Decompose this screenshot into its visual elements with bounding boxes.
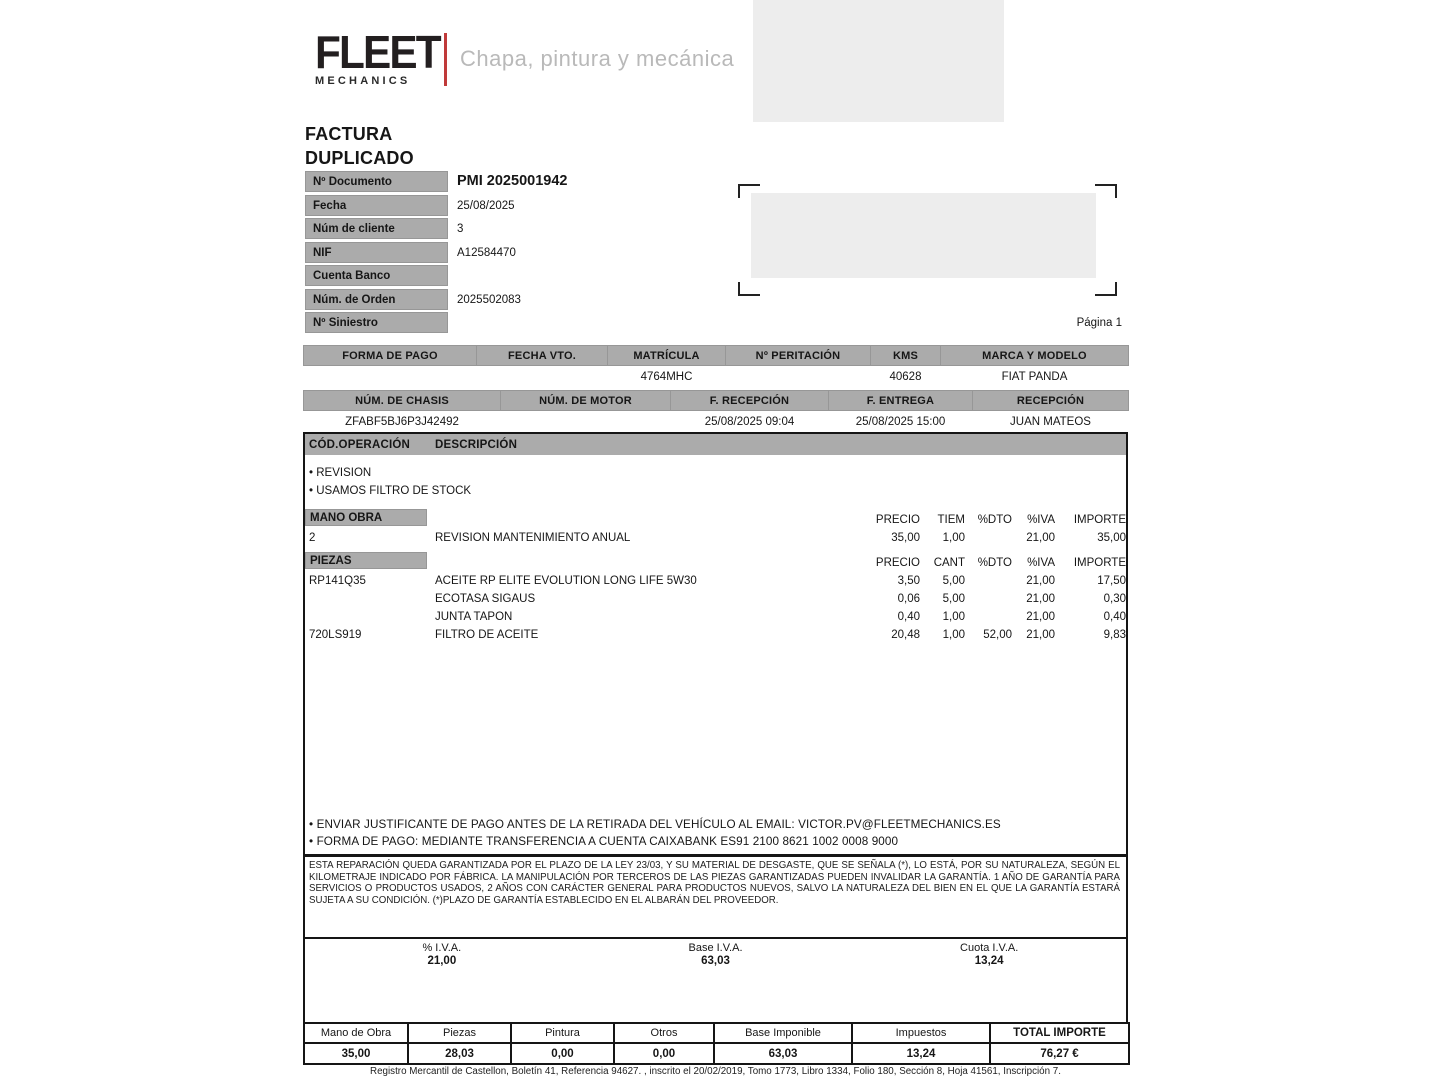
matricula-value: 4764MHC xyxy=(640,371,693,384)
items-table xyxy=(305,506,1126,641)
line-items-box xyxy=(303,432,1128,937)
brand-logo-sub: MECHANICS xyxy=(315,75,411,87)
col-header-descripcion: DESCRIPCIÓN xyxy=(435,438,518,451)
payment-value-row xyxy=(304,366,1129,389)
corner-mark-icon xyxy=(738,282,760,296)
total-impuestos-value: 13,24 xyxy=(852,1043,990,1064)
col-header-chasis: NÚM. DE CHASIS xyxy=(304,391,501,411)
col-header-kms: KMS xyxy=(871,346,941,366)
note-text: FORMA DE PAGO: MEDIANTE TRANSFERENCIA A CUENTA CAIXABANK ES91 2100 8621 1002 0008 9000 xyxy=(316,835,899,849)
item-importe: 0,30 xyxy=(1103,593,1126,605)
chasis-value: ZFABF5BJ6P3J42492 xyxy=(345,416,459,429)
vehicle-value-row xyxy=(304,411,1129,434)
info-value: 25/08/2025 xyxy=(457,199,515,212)
info-label: Núm. de Orden xyxy=(305,289,448,310)
info-label: NIF xyxy=(305,242,448,263)
item-dto xyxy=(965,526,1012,544)
entrega-value: 25/08/2025 15:00 xyxy=(855,416,946,429)
motor-value xyxy=(501,411,671,434)
item-iva: 21,00 xyxy=(1026,575,1055,587)
payment-header-row xyxy=(304,346,1129,366)
vehicle-header-row xyxy=(304,391,1129,411)
col-header-matricula: MATRÍCULA xyxy=(608,346,726,366)
warranty-legal-text: ESTA REPARACIÓN QUEDA GARANTIZADA POR EL PLAZO DE LA LEY 23/03, Y SU MATERIAL DE DESGASTE, QUE SE SEÑALA (*), LO ESTÁ, POR SU NATURALEZA, SEGÚN EL KILOMETRAJE INDICADO POR FÁBRICA. LA MANIPULACIÓN POR TERCEROS DE LAS PIEZAS GARANTIZADAS PUEDEN INVALIDAR LA GARANTÍA. 1 AÑO DE GARANTÍA PARA SERVICIOS O PRODUCTOS USADOS, 2 AÑOS CON CARÁCTER GENERAL PARA PRODUCTOS NUEVOS, SALVO LA NATURALEZA DEL BIEN EN EL QUE LA GARANTÍA ESTARÁ SUJETA A SU CONDICIÓN. (*)PLAZO DE GARANTÍA ESTABLECIDO EN EL ALBARÁN DEL PROVEEDOR. xyxy=(309,859,1120,907)
items-empty-space xyxy=(305,641,1126,816)
labor-col-iva: %IVA xyxy=(1027,514,1055,526)
item-qty: 5,00 xyxy=(942,575,965,587)
item-importe: 17,50 xyxy=(1097,575,1126,587)
document-title-line1: FACTURA xyxy=(305,124,393,144)
page-number: Página 1 xyxy=(1076,317,1122,329)
totals-table xyxy=(303,1022,1130,1065)
item-code xyxy=(305,605,435,623)
item-iva: 21,00 xyxy=(1026,532,1055,544)
labor-row xyxy=(305,526,1126,544)
item-dto xyxy=(965,605,1012,623)
bullet-icon: • xyxy=(309,835,314,849)
labor-section-row xyxy=(305,506,1126,526)
redacted-box-top xyxy=(753,0,1004,122)
item-iva: 21,00 xyxy=(1026,611,1055,623)
item-description: ECOTASA SIGAUS xyxy=(435,593,536,605)
iva-percent-cell xyxy=(305,939,579,1022)
item-precio: 20,48 xyxy=(891,629,920,641)
bullet-icon: • xyxy=(309,485,314,497)
item-description: JUNTA TAPON xyxy=(435,611,513,623)
recepcion-value: JUAN MATEOS xyxy=(1010,416,1091,429)
bullet-icon: • xyxy=(309,817,314,831)
parts-section-row xyxy=(305,544,1126,569)
info-row-nif xyxy=(305,242,735,263)
item-precio: 0,40 xyxy=(897,611,920,623)
item-code xyxy=(305,587,435,605)
item-precio: 35,00 xyxy=(891,532,920,544)
info-label: Núm de cliente xyxy=(305,218,448,239)
iva-summary-box xyxy=(303,937,1128,1022)
info-value xyxy=(448,265,457,286)
bullet-item xyxy=(309,482,1126,500)
col-header-marca-modelo: MARCA Y MODELO xyxy=(941,346,1129,366)
iva-base-value: 63,03 xyxy=(701,955,730,967)
info-label: Cuenta Banco xyxy=(305,265,448,286)
info-label: Nº Siniestro xyxy=(305,312,448,333)
vehicle-info-table xyxy=(303,390,1129,434)
marca-modelo-value: FIAT PANDA xyxy=(1001,371,1068,384)
item-dto: 52,00 xyxy=(983,629,1012,641)
payment-info-table xyxy=(303,345,1129,389)
bullet-item xyxy=(309,464,1126,482)
labor-col-importe: IMPORTE xyxy=(1073,514,1126,526)
item-code: RP141Q35 xyxy=(309,575,366,587)
parts-col-dto: %DTO xyxy=(977,557,1012,569)
operation-bullets xyxy=(305,464,1126,500)
col-header-entrega: F. ENTREGA xyxy=(829,391,973,411)
item-code: 2 xyxy=(309,532,316,544)
peritacion-value xyxy=(726,366,871,389)
parts-col-importe: IMPORTE xyxy=(1073,557,1126,569)
corner-mark-icon xyxy=(1095,184,1117,198)
info-value xyxy=(448,312,457,333)
info-value: 2025502083 xyxy=(457,293,521,306)
registry-footer: Registro Mercantil de Castellon, Boletín 41, Referencia 94627. , inscrito el 20/02/2019, Tomo 1773, Libro 1334, Folio 180, Sección 8, Hoja 41561, Inscripción 7. xyxy=(370,1066,1061,1077)
bullet-text: REVISION xyxy=(316,467,372,479)
col-header-cod-operacion: CÓD.OPERACIÓN xyxy=(309,438,410,451)
total-otros-value: 0,00 xyxy=(614,1043,714,1064)
item-description: REVISION MANTENIMIENTO ANUAL xyxy=(435,532,631,544)
total-importe-value: 76,27 € xyxy=(990,1043,1129,1064)
total-col-total-importe: TOTAL IMPORTE xyxy=(990,1023,1129,1043)
info-row-cliente xyxy=(305,218,735,239)
labor-col-tiem: TIEM xyxy=(937,514,965,526)
document-number: PMI 2025001942 xyxy=(457,173,568,189)
item-importe: 35,00 xyxy=(1097,532,1126,544)
total-base-imponible-value: 63,03 xyxy=(714,1043,852,1064)
item-code: 720LS919 xyxy=(309,629,362,641)
total-piezas-value: 28,03 xyxy=(408,1043,511,1064)
info-row-orden xyxy=(305,289,735,310)
item-iva: 21,00 xyxy=(1026,593,1055,605)
item-precio: 0,06 xyxy=(897,593,920,605)
brand-logo xyxy=(315,26,440,87)
iva-cuota-cell xyxy=(852,939,1126,1022)
iva-percent-label: % I.V.A. xyxy=(422,942,462,954)
parts-section-label: PIEZAS xyxy=(305,552,427,569)
parts-col-precio: PRECIO xyxy=(875,557,920,569)
item-precio: 3,50 xyxy=(897,575,920,587)
info-row-fecha xyxy=(305,195,735,216)
info-value: A12584470 xyxy=(457,246,516,259)
total-col-impuestos: Impuestos xyxy=(852,1023,990,1043)
items-header-bar xyxy=(305,434,1126,455)
labor-col-precio: PRECIO xyxy=(875,514,920,526)
kms-value: 40628 xyxy=(889,371,922,384)
corner-mark-icon xyxy=(1095,282,1117,296)
item-qty: 1,00 xyxy=(942,611,965,623)
logo-divider xyxy=(444,33,447,86)
info-value: 3 xyxy=(457,223,464,235)
item-description: ACEITE RP ELITE EVOLUTION LONG LIFE 5W30 xyxy=(435,575,697,587)
total-mano-obra-value: 35,00 xyxy=(304,1043,408,1064)
fecha-vto-value xyxy=(477,366,608,389)
iva-percent-value: 21,00 xyxy=(427,955,457,967)
item-qty: 1,00 xyxy=(942,532,965,544)
totals-header-row xyxy=(304,1023,1129,1043)
item-description: FILTRO DE ACEITE xyxy=(435,629,539,641)
item-importe: 9,83 xyxy=(1103,629,1126,641)
info-label: Nº Documento xyxy=(305,171,448,192)
item-dto xyxy=(965,587,1012,605)
document-info-table xyxy=(305,171,735,336)
total-col-mano-obra: Mano de Obra xyxy=(304,1023,408,1043)
document-title-line2: DUPLICADO xyxy=(305,148,414,168)
redacted-box-address xyxy=(751,193,1096,278)
col-header-recepcion: RECEPCIÓN xyxy=(973,391,1129,411)
parts-row xyxy=(305,587,1126,605)
col-header-peritacion: Nº PERITACIÓN xyxy=(726,346,871,366)
note-item xyxy=(309,816,1126,834)
total-col-pintura: Pintura xyxy=(511,1023,614,1043)
parts-col-iva: %IVA xyxy=(1027,557,1055,569)
note-text: ENVIAR JUSTIFICANTE DE PAGO ANTES DE LA RETIRADA DEL VEHÍCULO AL EMAIL: VICTOR.PV@FLEETMECHANICS.ES xyxy=(316,817,1001,831)
iva-base-cell xyxy=(579,939,853,1022)
forma-pago-value xyxy=(304,366,477,389)
item-importe: 0,40 xyxy=(1103,611,1126,623)
info-row-siniestro xyxy=(305,312,735,333)
iva-cuota-value: 13,24 xyxy=(974,955,1004,967)
recepcion-fecha-value: 25/08/2025 09:04 xyxy=(704,416,795,429)
note-item xyxy=(309,833,1126,851)
iva-cuota-label: Cuota I.V.A. xyxy=(960,942,1019,954)
parts-row xyxy=(305,569,1126,587)
info-label: Fecha xyxy=(305,195,448,216)
total-col-piezas: Piezas xyxy=(408,1023,511,1043)
total-col-base-imponible: Base Imponible xyxy=(714,1023,852,1043)
info-row-cuenta-banco xyxy=(305,265,735,286)
totals-value-row xyxy=(304,1043,1129,1064)
iva-base-label: Base I.V.A. xyxy=(688,942,743,954)
labor-section-label: MANO OBRA xyxy=(305,509,427,526)
col-header-fecha-vto: FECHA VTO. xyxy=(477,346,608,366)
col-header-motor: NÚM. DE MOTOR xyxy=(501,391,671,411)
item-qty: 1,00 xyxy=(942,629,965,641)
parts-row xyxy=(305,605,1126,623)
item-iva: 21,00 xyxy=(1026,629,1055,641)
bullet-icon: • xyxy=(309,467,314,479)
brand-logo-main: FLEET xyxy=(315,26,440,78)
brand-tagline: Chapa, pintura y mecánica xyxy=(460,46,735,71)
info-row-documento xyxy=(305,171,735,192)
document-title xyxy=(305,122,414,170)
bullet-text: USAMOS FILTRO DE STOCK xyxy=(316,485,472,497)
parts-row xyxy=(305,623,1126,641)
col-header-recepcion-fecha: F. RECEPCIÓN xyxy=(671,391,829,411)
col-header-forma-pago: FORMA DE PAGO xyxy=(304,346,477,366)
item-qty: 5,00 xyxy=(942,593,965,605)
total-col-otros: Otros xyxy=(614,1023,714,1043)
labor-col-dto: %DTO xyxy=(977,514,1012,526)
payment-notes xyxy=(305,816,1126,851)
item-dto xyxy=(965,569,1012,587)
address-frame xyxy=(738,184,1117,296)
total-pintura-value: 0,00 xyxy=(511,1043,614,1064)
parts-col-cant: CANT xyxy=(933,557,965,569)
